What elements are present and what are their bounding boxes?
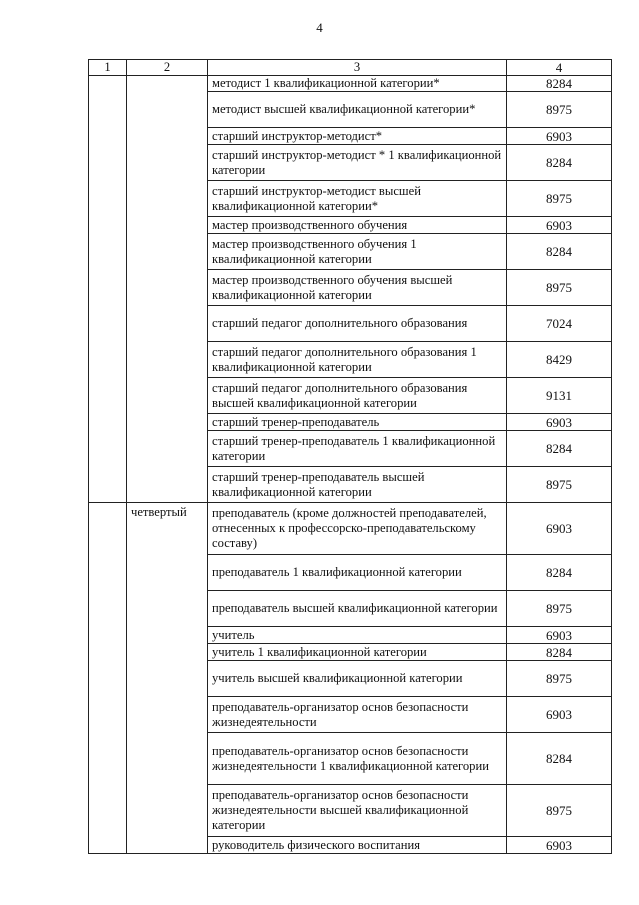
salary-value: 8284 bbox=[507, 555, 612, 591]
position-name: учитель bbox=[208, 627, 507, 644]
salary-value: 8284 bbox=[507, 431, 612, 467]
position-name: старший инструктор-методист высшей квалификационной категории* bbox=[208, 181, 507, 217]
salary-value: 8284 bbox=[507, 234, 612, 270]
header-col-2: 2 bbox=[127, 60, 208, 76]
salary-value: 8284 bbox=[507, 733, 612, 785]
salary-value: 8975 bbox=[507, 661, 612, 697]
position-name: мастер производственного обучения 1 квалификационной категории bbox=[208, 234, 507, 270]
salary-value: 8284 bbox=[507, 145, 612, 181]
position-name: методист 1 квалификационной категории* bbox=[208, 76, 507, 92]
salary-value: 6903 bbox=[507, 697, 612, 733]
salary-value: 8975 bbox=[507, 785, 612, 837]
position-name: мастер производственного обучения bbox=[208, 217, 507, 234]
salary-value: 6903 bbox=[507, 627, 612, 644]
salary-value: 8284 bbox=[507, 76, 612, 92]
position-name: преподаватель 1 квалификационной категории bbox=[208, 555, 507, 591]
position-name: преподаватель-организатор основ безопасности жизнедеятельности 1 квалификационной категории bbox=[208, 733, 507, 785]
table-row bbox=[89, 503, 612, 555]
position-name: методист высшей квалификационной категории* bbox=[208, 92, 507, 128]
position-name: преподаватель высшей квалификационной категории bbox=[208, 591, 507, 627]
position-name: руководитель физического воспитания bbox=[208, 837, 507, 854]
position-name: мастер производственного обучения высшей квалификационной категории bbox=[208, 270, 507, 306]
position-name: старший педагог дополнительного образования bbox=[208, 306, 507, 342]
salary-value: 6903 bbox=[507, 217, 612, 234]
salary-value: 7024 bbox=[507, 306, 612, 342]
position-name: старший педагог дополнительного образования высшей квалификационной категории bbox=[208, 378, 507, 414]
salary-value: 6903 bbox=[507, 503, 612, 555]
position-name: старший инструктор-методист* bbox=[208, 128, 507, 145]
position-name: старший педагог дополнительного образования 1 квалификационной категории bbox=[208, 342, 507, 378]
salary-value: 6903 bbox=[507, 414, 612, 431]
position-name: старший тренер-преподаватель высшей квалификационной категории bbox=[208, 467, 507, 503]
position-name: преподаватель-организатор основ безопасности жизнедеятельности bbox=[208, 697, 507, 733]
col2-cell bbox=[127, 76, 208, 503]
header-col-1: 1 bbox=[89, 60, 127, 76]
salary-value: 8975 bbox=[507, 467, 612, 503]
salary-value: 8429 bbox=[507, 342, 612, 378]
salary-table bbox=[88, 59, 612, 854]
salary-value: 8975 bbox=[507, 591, 612, 627]
header-col-3: 3 bbox=[208, 60, 507, 76]
table-header-row bbox=[89, 60, 612, 76]
group-label: четвертый bbox=[127, 503, 208, 854]
col1-cell bbox=[89, 503, 127, 854]
salary-value: 8975 bbox=[507, 92, 612, 128]
salary-value: 8284 bbox=[507, 644, 612, 661]
table-row bbox=[89, 76, 612, 92]
salary-value: 6903 bbox=[507, 837, 612, 854]
position-name: преподаватель (кроме должностей преподавателей, отнесенных к профессорско-преподавательскому составу) bbox=[208, 503, 507, 555]
page-number: 4 bbox=[316, 20, 323, 35]
salary-value: 8975 bbox=[507, 270, 612, 306]
position-name: старший инструктор-методист * 1 квалификационной категории bbox=[208, 145, 507, 181]
position-name: преподаватель-организатор основ безопасности жизнедеятельности высшей квалификационной категории bbox=[208, 785, 507, 837]
position-name: старший тренер-преподаватель bbox=[208, 414, 507, 431]
position-name: учитель 1 квалификационной категории bbox=[208, 644, 507, 661]
position-name: старший тренер-преподаватель 1 квалификационной категории bbox=[208, 431, 507, 467]
salary-value: 6903 bbox=[507, 128, 612, 145]
salary-value: 9131 bbox=[507, 378, 612, 414]
header-col-4: 4 bbox=[507, 60, 612, 76]
col1-cell bbox=[89, 76, 127, 503]
position-name: учитель высшей квалификационной категории bbox=[208, 661, 507, 697]
salary-value: 8975 bbox=[507, 181, 612, 217]
